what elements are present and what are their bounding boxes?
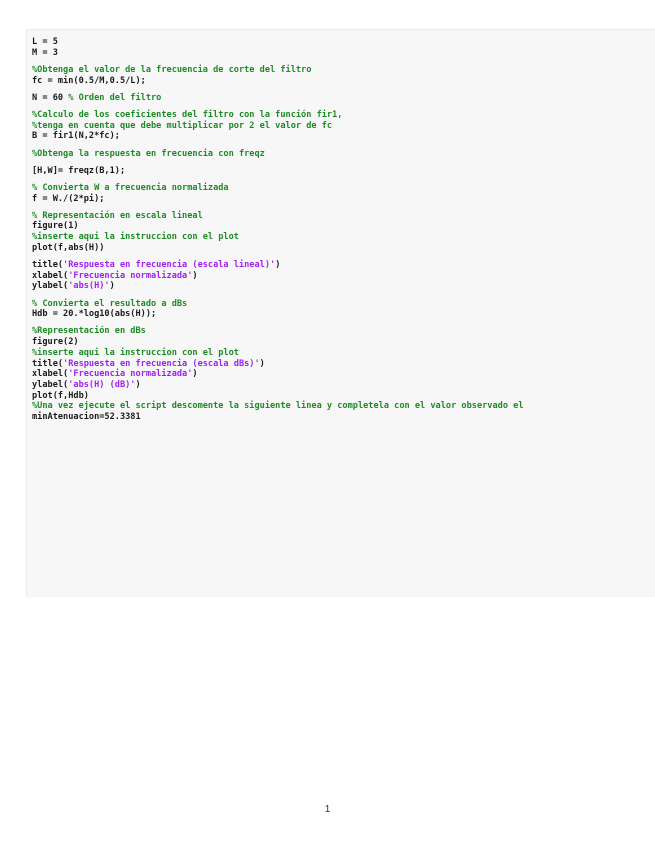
code-comment: %Representación en dBs bbox=[32, 326, 146, 337]
code-block bbox=[26, 29, 655, 597]
code-line bbox=[32, 412, 655, 423]
code-line bbox=[32, 401, 655, 412]
code-text: ) bbox=[109, 281, 115, 292]
code-line bbox=[32, 110, 655, 121]
page-number: 1 bbox=[324, 804, 331, 815]
code-text: L = 5 bbox=[32, 37, 58, 47]
code-comment: % Convierta W a frecuencia normalizada bbox=[32, 182, 229, 193]
code-text: ) bbox=[192, 270, 198, 281]
code-line bbox=[32, 359, 655, 370]
code-text: ylabel( bbox=[32, 281, 69, 292]
code-line bbox=[32, 337, 655, 348]
code-line bbox=[32, 243, 655, 254]
code-string: 'abs(H) (dB)' bbox=[68, 379, 136, 390]
code-string: 'Frecuencia normalizada' bbox=[68, 270, 193, 281]
code-line bbox=[32, 299, 655, 310]
code-line bbox=[32, 348, 655, 359]
code-line bbox=[32, 149, 655, 160]
code-string: 'Frecuencia normalizada' bbox=[68, 369, 193, 380]
code-line bbox=[32, 391, 655, 402]
code-comment: %Una vez ejecute el script descomente la siguiente linea y completela con el valor observado el bbox=[32, 401, 524, 412]
code-string: 'Respuesta en frecuencia (escala dBs)' bbox=[63, 358, 260, 369]
code-line bbox=[32, 380, 655, 391]
code-comment: %inserte aqui la instruccion con el plot bbox=[32, 232, 239, 243]
code-line bbox=[32, 48, 655, 59]
code-comment: %Obtenga el valor de la frecuencia de corte del filtro bbox=[32, 64, 312, 75]
code-line bbox=[32, 309, 655, 320]
code-text: xlabel( bbox=[32, 369, 69, 380]
code-comment: %Obtenga la respuesta en frecuencia con freqz bbox=[32, 148, 265, 159]
code-comment: % Orden del filtro bbox=[68, 92, 162, 103]
code-line bbox=[32, 76, 655, 87]
code-string: 'Respuesta en frecuencia (escala lineal)' bbox=[63, 260, 276, 270]
code-text: Hdb = 20.*log10(abs(H)); bbox=[32, 309, 157, 320]
code-comment: %Calculo de los coeficientes del filtro con la función fir1, bbox=[32, 109, 343, 120]
code-text: ) bbox=[135, 379, 141, 390]
code-text: fc = min(0.5/M,0.5/L); bbox=[32, 75, 146, 86]
code-line bbox=[32, 260, 655, 271]
code-text: minAtenuacion=52.3381 bbox=[32, 411, 141, 422]
code-line bbox=[32, 183, 655, 194]
code-text: ) bbox=[259, 358, 265, 369]
code-text: [H,W]= freqz(B,1); bbox=[32, 165, 126, 176]
code-line bbox=[32, 166, 655, 177]
code-line bbox=[32, 211, 655, 222]
code-text: ylabel( bbox=[32, 379, 69, 390]
code-line bbox=[32, 271, 655, 282]
code-text: title( bbox=[32, 358, 64, 369]
code-text: figure(1) bbox=[32, 221, 79, 232]
code-line bbox=[32, 194, 655, 205]
code-comment: % Convierta el resultado a dBs bbox=[32, 298, 188, 309]
code-text: M = 3 bbox=[32, 47, 58, 58]
code-line bbox=[32, 65, 655, 76]
code-text: plot(f,abs(H)) bbox=[32, 242, 105, 253]
code-comment: %inserte aqui la instruccion con el plot bbox=[32, 347, 239, 358]
code-line bbox=[32, 131, 655, 142]
code-comment: %tenga en cuenta que debe multiplicar por 2 el valor de fc bbox=[32, 120, 333, 131]
code-text: title( bbox=[32, 260, 64, 270]
code-text: xlabel( bbox=[32, 270, 69, 281]
code-string: 'abs(H)' bbox=[68, 281, 110, 292]
code-line bbox=[32, 121, 655, 132]
code-line bbox=[32, 93, 655, 104]
code-line bbox=[32, 221, 655, 232]
code-line bbox=[32, 369, 655, 380]
code-text: f = W./(2*pi); bbox=[32, 193, 105, 204]
code-line bbox=[32, 281, 655, 292]
code-line bbox=[32, 37, 655, 48]
code-text: plot(f,Hdb) bbox=[32, 390, 89, 401]
code-text: ) bbox=[275, 260, 281, 270]
code-lines bbox=[32, 37, 655, 423]
code-line bbox=[32, 326, 655, 337]
code-text: figure(2) bbox=[32, 337, 79, 348]
code-line bbox=[32, 232, 655, 243]
code-text: N = 60 bbox=[32, 92, 69, 103]
code-text: B = fir1(N,2*fc); bbox=[32, 131, 120, 142]
code-text: ) bbox=[192, 369, 198, 380]
code-comment: % Representación en escala lineal bbox=[32, 210, 203, 221]
